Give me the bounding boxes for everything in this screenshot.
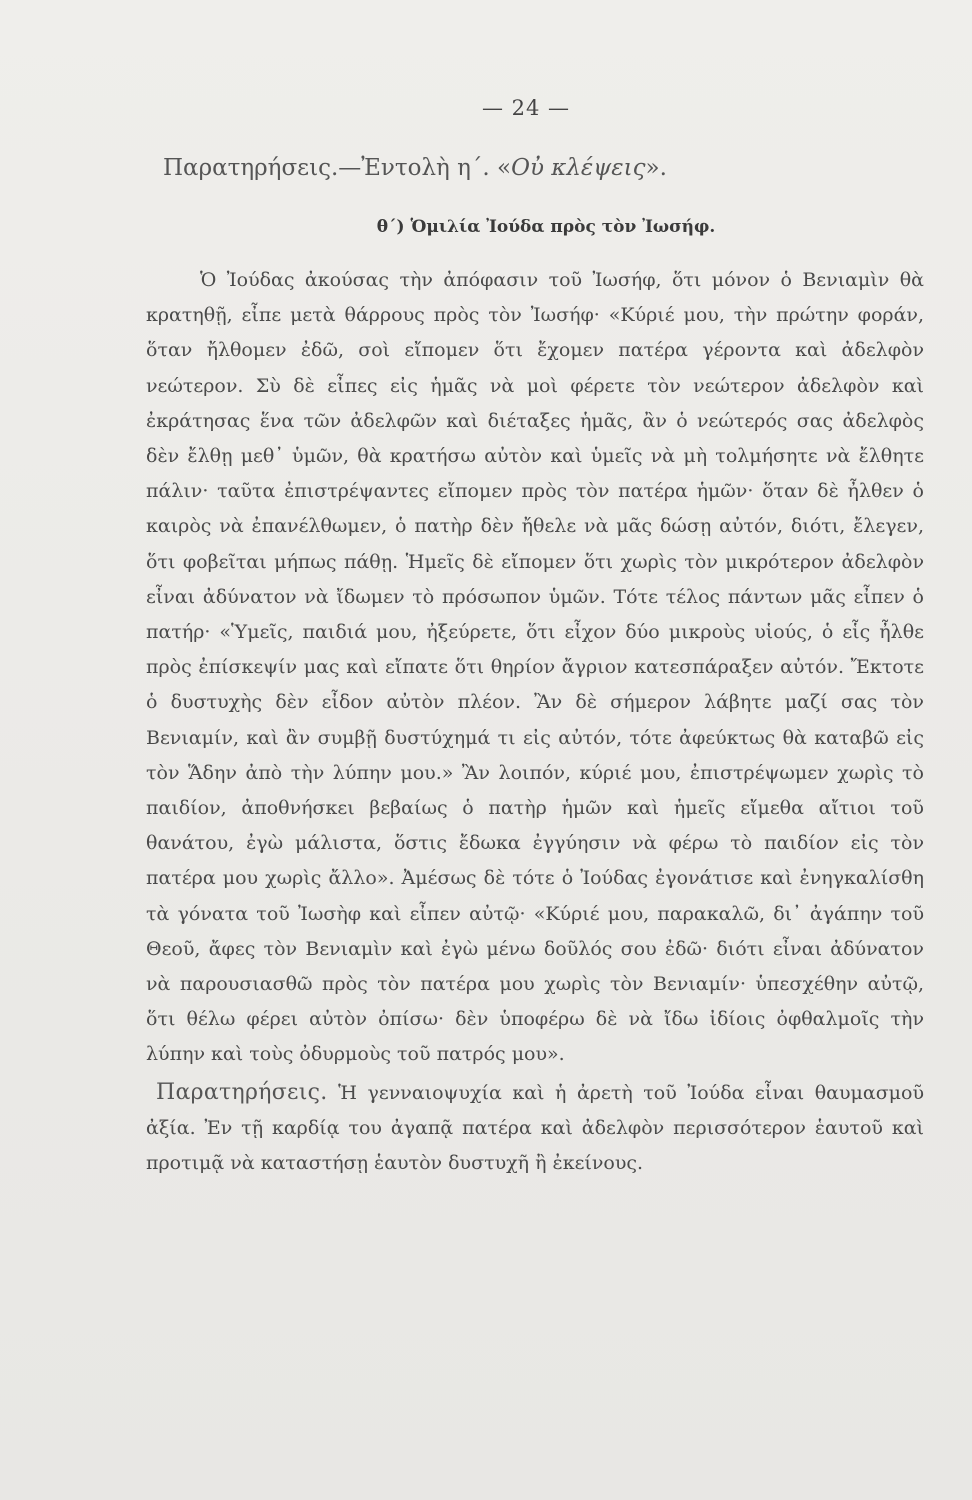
- running-header: [163, 155, 667, 181]
- body-text: [146, 263, 924, 1181]
- page-number: — 24 —: [481, 96, 571, 120]
- observations-text: Ἡ γενναιοψυχία καὶ ἡ ἀρετὴ τοῦ Ἰούδα εἶναι θαυμασμοῦ ἀξία. Ἐν τῇ καρδίᾳ του ἀγαπᾷ πατέρα καὶ ἀδελφὸν περισσότερον ἑαυτοῦ καὶ προτιμᾷ νὰ καταστήσῃ ἑαυτὸν δυστυχῆ ἢ ἐκείνους.: [146, 1081, 925, 1175]
- main-paragraph: Ὁ Ἰούδας ἀκούσας τὴν ἀπόφασιν τοῦ Ἰωσήφ, ὅτι μόνον ὁ Βενιαμὶν θὰ κρατηθῇ, εἶπε μετὰ θάρρους πρὸς τὸν Ἰωσήφ· «Κύριέ μου, τὴν πρώτην φοράν, ὅταν ἤλθομεν ἐδῶ, σοὶ εἴπομεν ὅτι ἔχομεν πατέρα γέροντα καὶ ἀδελφὸν νεώτερον. Σὺ δὲ εἶπες εἰς ἡμᾶς νὰ μοὶ φέρετε τὸν νεώτερον ἀδελφὸν καὶ ἐκράτησας ἕνα τῶν ἀδελφῶν καὶ διέταξες ἡμᾶς, ἂν ὁ νεώτερός σας ἀδελφὸς δὲν ἔλθῃ μεθ᾿ ὑμῶν, θὰ κρατήσω αὐτὸν καὶ ὑμεῖς νὰ μὴ τολμήσητε νὰ ἔλθητε πάλιν· ταῦτα ἐπιστρέψαντες εἴπομεν πρὸς τὸν πατέρα ἡμῶν· ὅταν δὲ ἦλθεν ὁ καιρὸς νὰ ἐπανέλθωμεν, ὁ πατὴρ δὲν ἤθελε νὰ μᾶς δώσῃ αὐτόν, διότι, ἔλεγεν, ὅτι φοβεῖται μήπως πάθῃ. Ἡμεῖς δὲ εἴπομεν ὅτι χωρὶς τὸν μικρότερον ἀδελφὸν εἶναι ἀδύνατον νὰ ἴδωμεν τὸ πρόσωπον ὑμῶν. Τότε τέλος πάντων μᾶς εἶπεν ὁ πατήρ· «Ὑμεῖς, παιδιά μου, ἠξεύρετε, ὅτι εἶχον δύο μικροὺς υἱούς, ὁ εἷς ἦλθε πρὸς ἐπίσκεψίν μας καὶ εἴπατε ὅτι θηρίον ἄγριον κατεσπάραξεν αὐτόν. Ἔκτοτε ὁ δυστυχὴς δὲν εἶδον αὐτὸν πλέον. Ἂν δὲ σήμερον λάβητε μαζί σας τὸν Βενιαμίν, καὶ ἂν συμβῇ δυστύχημά τι εἰς αὐτόν, τότε ἀφεύκτως θὰ καταβῶ εἰς τὸν Ἅδην ἀπὸ τὴν λύπην μου.» Ἂν λοιπόν, κύριέ μου, ἐπιστρέψωμεν χωρὶς τὸ παιδίον, ἀποθνήσκει βεβαίως ὁ πατὴρ ἡμῶν καὶ ἡμεῖς εἴμεθα αἴτιοι τοῦ θανάτου, ἐγὼ μάλιστα, ὅστις ἔδωκα ἐγγύησιν νὰ φέρω τὸ παιδίον εἰς τὸν πατέρα μου χωρὶς ἄλλο». Ἀμέσως δὲ τότε ὁ Ἰούδας ἐγονάτισε καὶ ἐνηγκαλίσθη τὰ γόνατα τοῦ Ἰωσὴφ καὶ εἶπεν αὐτῷ· «Κύριέ μου, παρακαλῶ, δι᾿ ἀγάπην τοῦ Θεοῦ, ἄφες τὸν Βενιαμὶν καὶ ἐγὼ μένω δοῦλός σου ἐδῶ· διότι εἶναι ἀδύνατον νὰ παρουσιασθῶ πρὸς τὸν πατέρα μου χωρὶς τὸν Βενιαμίν· ὑπεσχέθην αὐτῷ, ὅτι θέλω φέρει αὐτὸν ὀπίσω· δὲν ὑποφέρω δὲ νὰ ἴδω ἰδίοις ὀφθαλμοῖς τὴν λύπην καὶ τοὺς ὀδυρμοὺς τοῦ πατρός μου».: [146, 269, 924, 1066]
- observations-label: Παρατηρήσεις.: [156, 1079, 328, 1105]
- header-quote-end: ».: [645, 155, 667, 181]
- section-title: θ΄) Ὁμιλία Ἰούδα πρὸς τὸν Ἰωσήφ.: [376, 217, 716, 237]
- header-label: Παρατηρήσεις.—Ἐντολὴ η΄. «: [163, 155, 512, 181]
- header-quote: Οὐ κλέψεις: [511, 155, 646, 181]
- observations-paragraph: [146, 1075, 924, 1182]
